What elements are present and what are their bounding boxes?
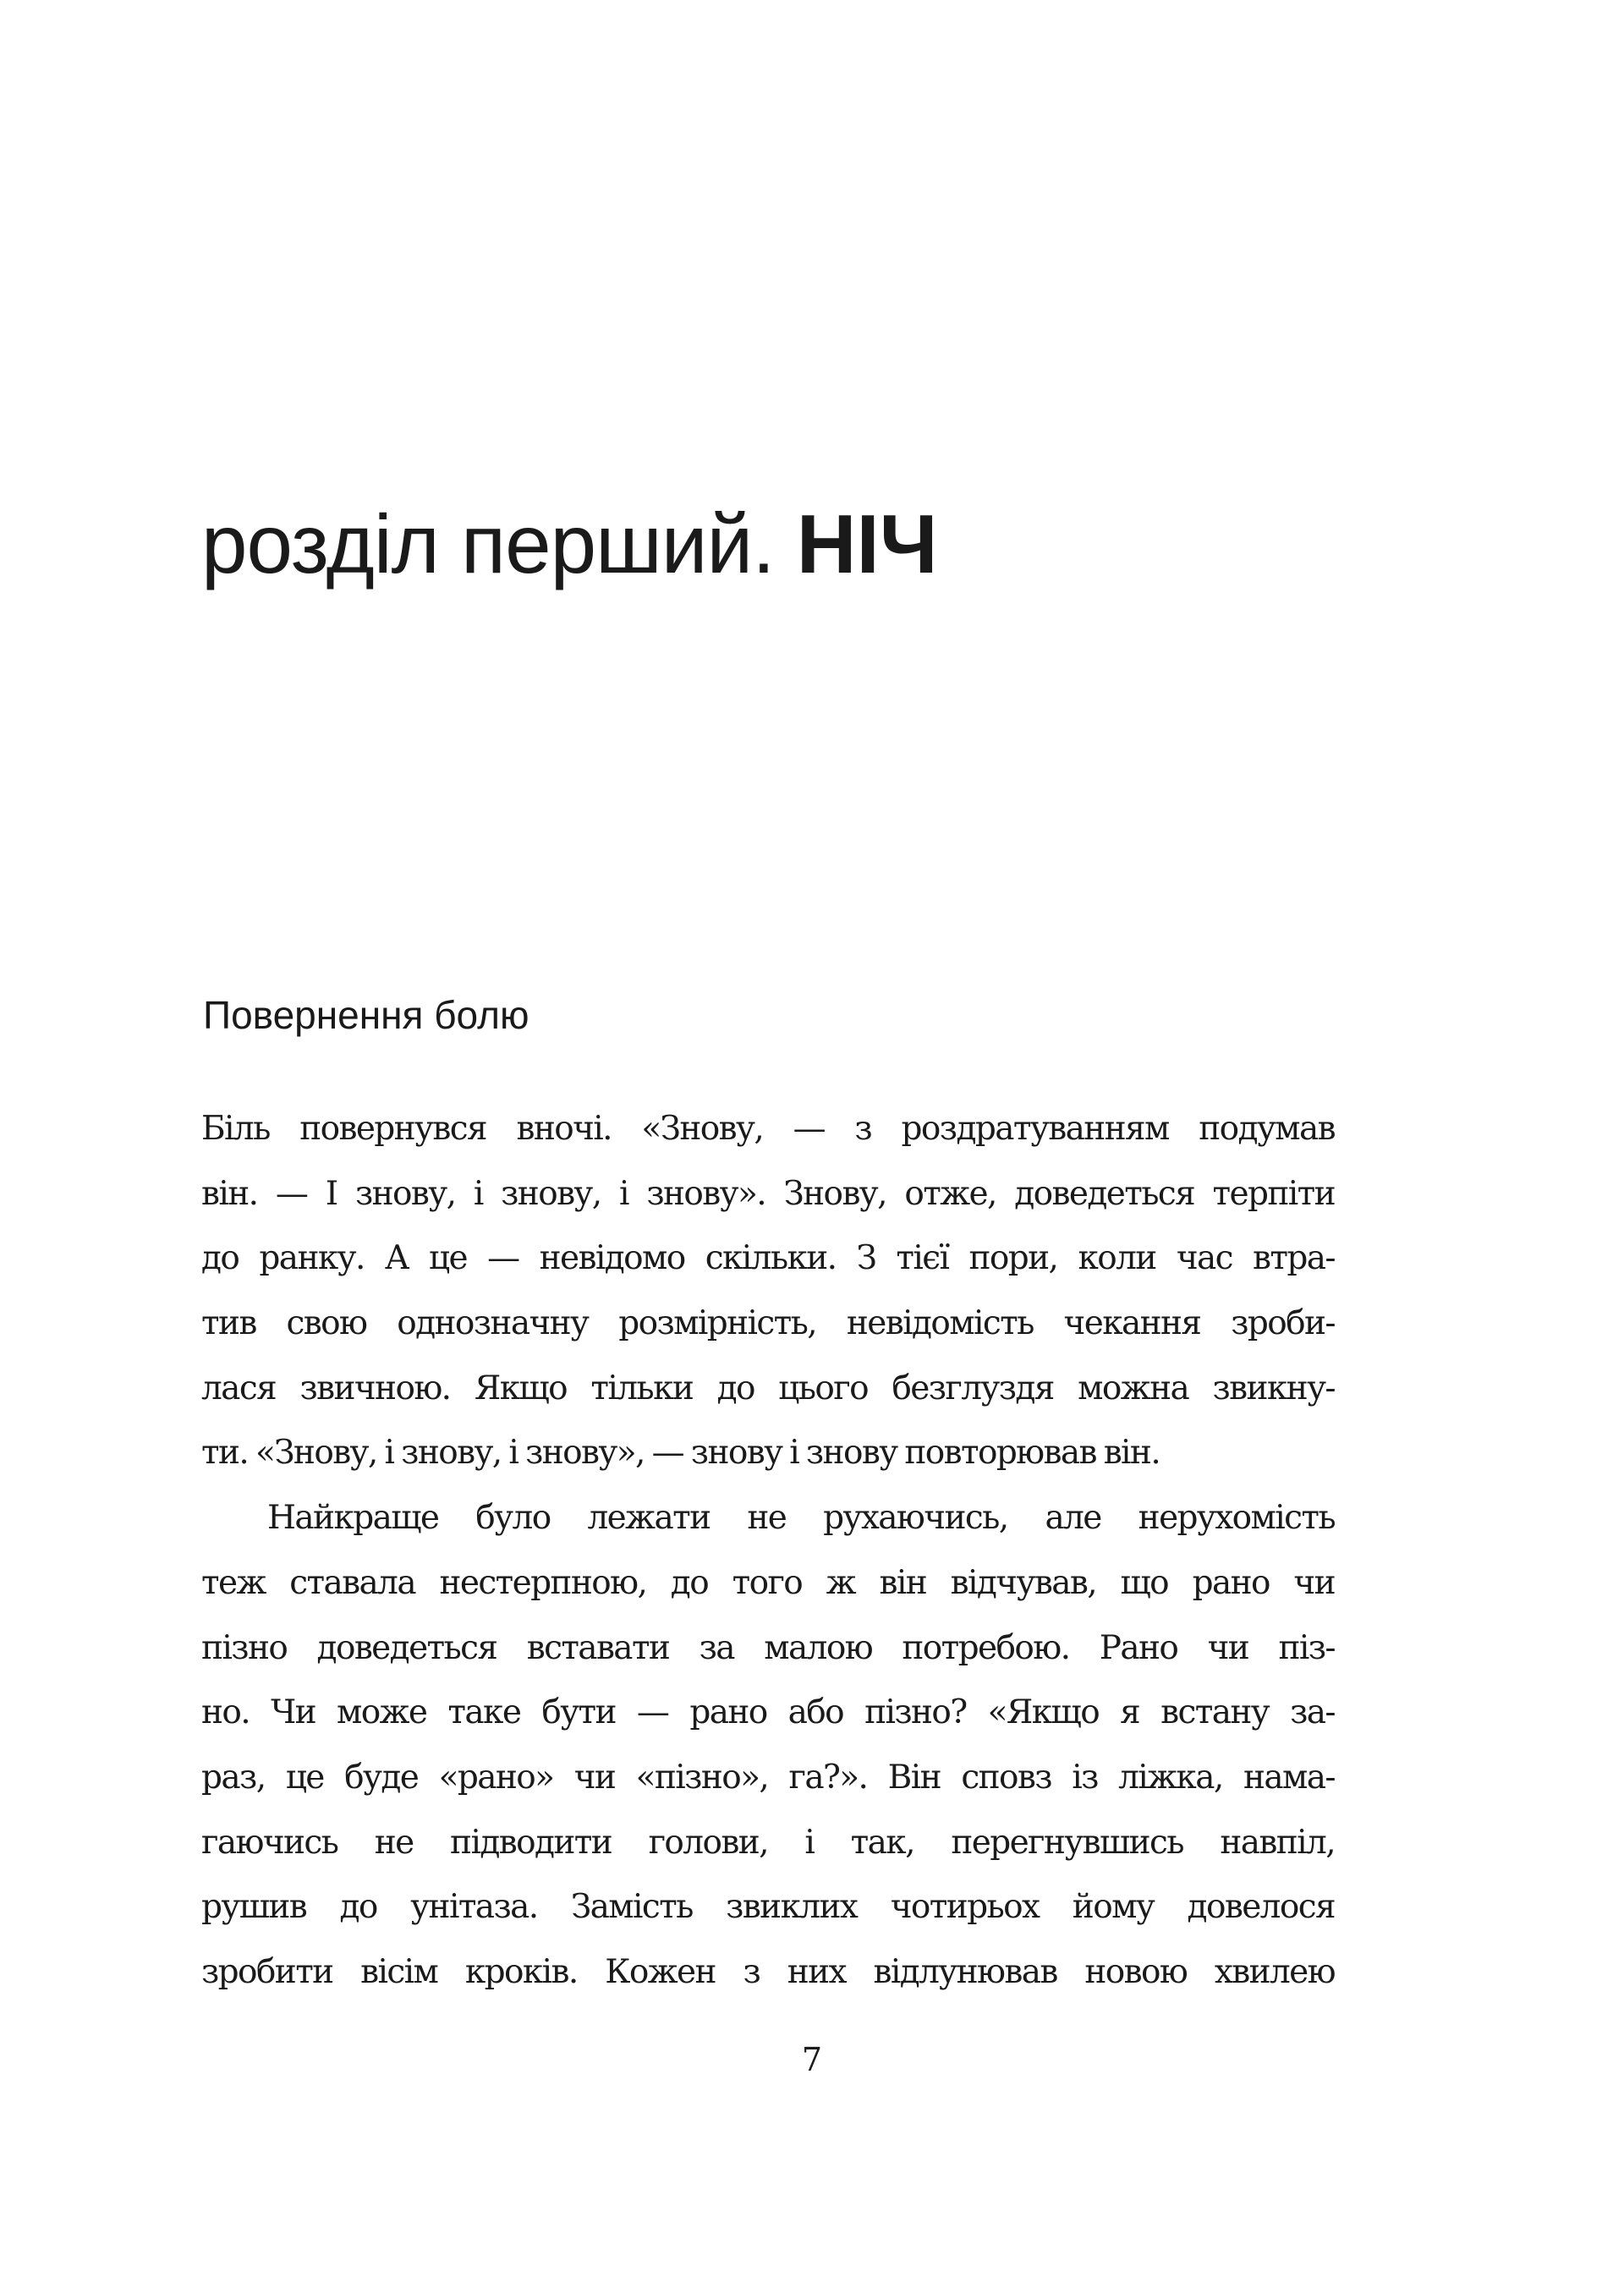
text-line: Найкраще було лежати не рухаючись, але нерухомість xyxy=(267,1499,1335,1538)
body-text xyxy=(201,1097,1335,2005)
paragraph-1 xyxy=(201,1097,1335,1486)
text-line: гаючись не підводити голови, і так, перегнувшись навпіл, xyxy=(201,1823,1335,1862)
chapter-title-regular: розділ перший. xyxy=(201,497,797,590)
text-line: но. Чи може таке бути — рано або пізно? «Якщо я встану за- xyxy=(201,1693,1335,1732)
text-line: тив свою однозначну розмірність, невідомість чекання зроби- xyxy=(201,1304,1335,1343)
text-line: лася звичною. Якщо тільки до цього безглуздя можна звикну- xyxy=(201,1369,1335,1407)
text-line: він. — І знову, і знову, і знову». Знову, отже, доведеться терпіти xyxy=(201,1174,1335,1213)
text-line: рушив до унітаза. Замість звиклих чотирьох йому довелося xyxy=(201,1888,1335,1927)
text-line: раз, це буде «рано» чи «пізно», га?». Він сповз із ліжка, нама- xyxy=(201,1758,1335,1797)
page-number: 7 xyxy=(801,2041,823,2078)
text-line: ти. «Знову, і знову, і знову», — знову і знову повторював він. xyxy=(201,1434,1160,1473)
paragraph-2 xyxy=(201,1486,1335,2005)
text-line: до ранку. А це — невідомо скільки. З тієї пори, коли час втра- xyxy=(201,1239,1335,1278)
chapter-title xyxy=(201,497,938,590)
section-title: Повернення болю xyxy=(203,993,529,1037)
text-line: зробити вісім кроків. Кожен з них відлунював новою хвилею xyxy=(201,1952,1335,1991)
text-line: теж ставала нестерпною, до того ж він відчував, що рано чи xyxy=(201,1563,1335,1602)
text-line: Біль повернувся вночі. «Знову, — з роздратуванням подумав xyxy=(201,1110,1335,1148)
chapter-title-bold: НІЧ xyxy=(796,497,938,590)
text-line: пізно доведеться вставати за малою потребою. Рано чи піз- xyxy=(201,1628,1335,1667)
